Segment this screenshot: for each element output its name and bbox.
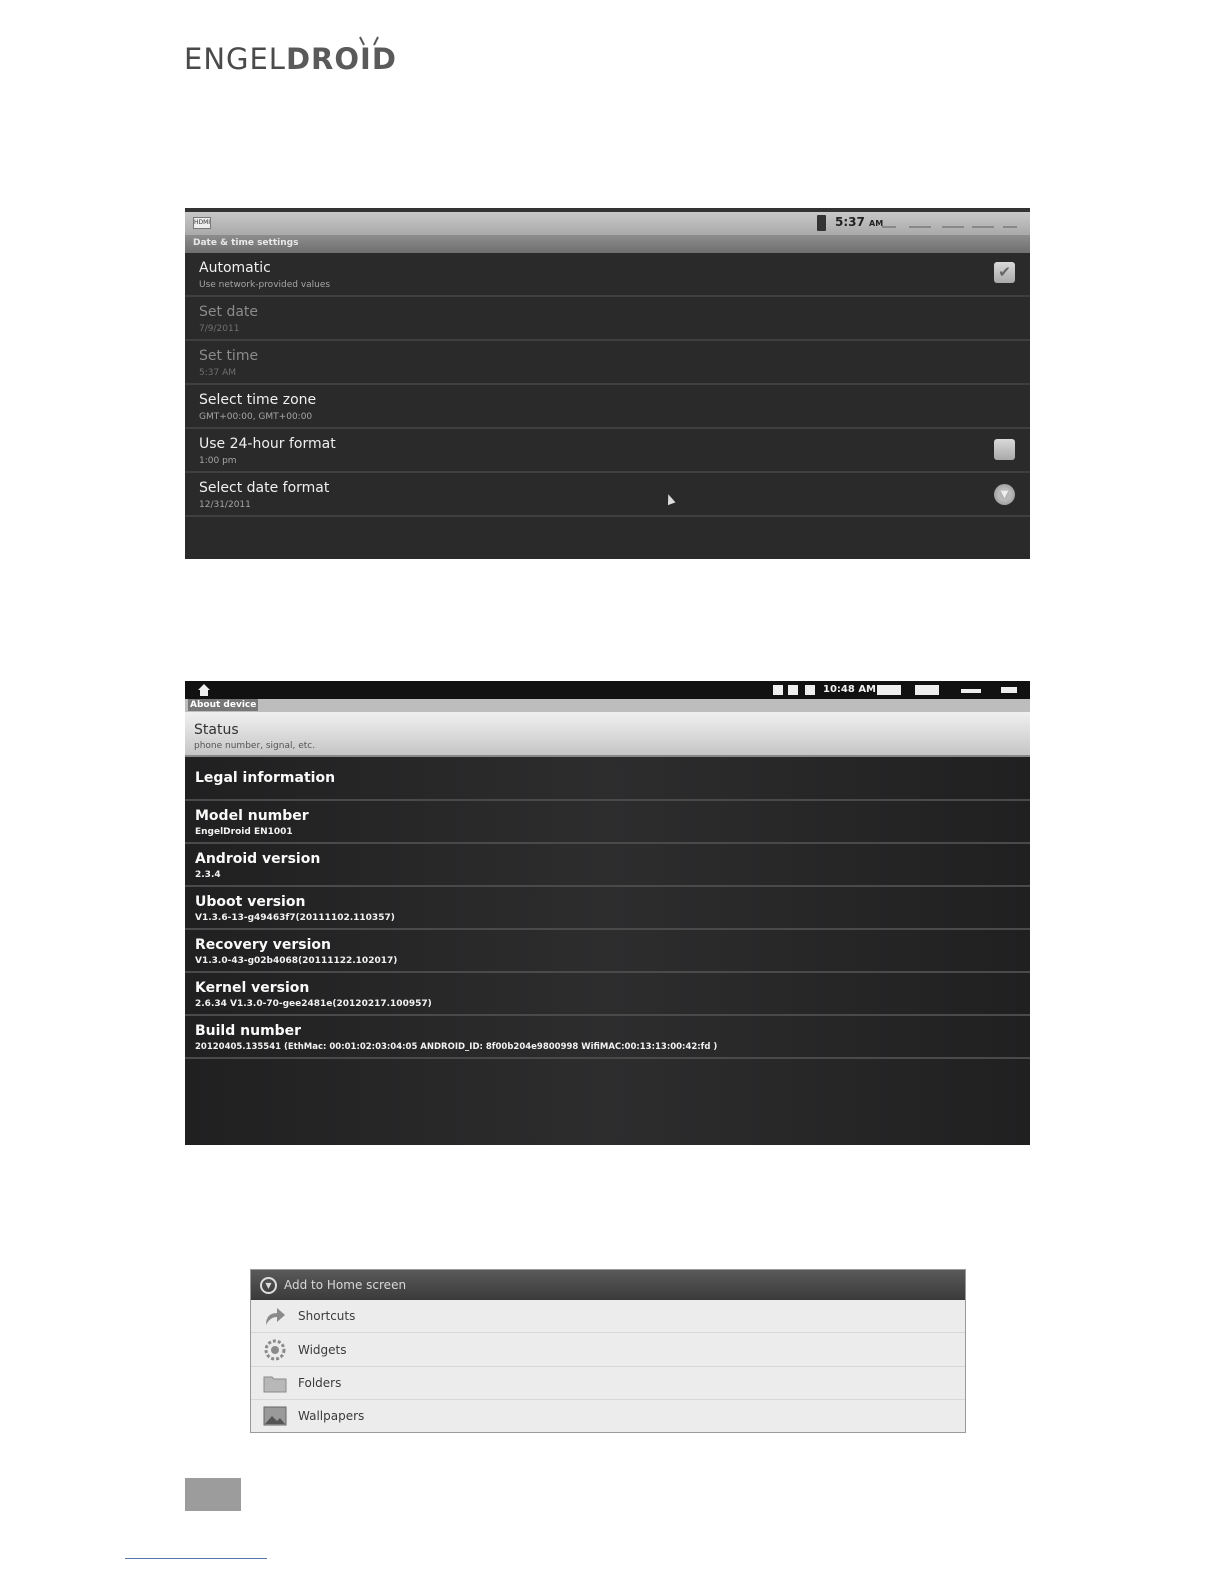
setting-summary: Use network-provided values	[199, 280, 331, 290]
setting-title: Kernel version	[195, 980, 310, 996]
setting-summary: 2.3.4	[195, 870, 221, 880]
setting-summary: V1.3.0-43-g02b4068(20111122.102017)	[195, 956, 398, 966]
menu-item-label: Wallpapers	[298, 1409, 365, 1423]
setting-summary: 20120405.135541 (EthMac: 00:01:02:03:04:05 ANDROID_ID: 8f00b204e9800998 WifiMAC:00:13:13:00:42:fd )	[195, 1042, 718, 1052]
setting-summary: 2.6.34 V1.3.0-70-gee2481e(20120217.100957)	[195, 999, 432, 1009]
logo-text-engel: ENGEL	[184, 42, 286, 76]
screen-title-bar	[185, 235, 1030, 253]
setting-row-recovery-version[interactable]	[185, 930, 1030, 973]
status-clock	[835, 215, 883, 229]
battery-icon	[817, 215, 826, 231]
setting-title: Legal information	[195, 770, 336, 786]
signal-icon	[805, 685, 815, 695]
status-bar	[185, 208, 1030, 235]
menu-icon[interactable]	[1001, 687, 1017, 693]
footer-divider	[125, 1558, 267, 1559]
setting-row-model-number[interactable]	[185, 801, 1030, 844]
setting-summary: 7/9/2011	[199, 324, 240, 334]
setting-row-build-number[interactable]	[185, 1016, 1030, 1059]
dialog-header	[251, 1270, 966, 1300]
menu-item-label: Widgets	[298, 1343, 347, 1357]
back-icon[interactable]	[909, 220, 931, 228]
status-clock-time: 5:37	[835, 215, 865, 229]
home-icon[interactable]	[197, 683, 211, 697]
shortcut-arrow-icon	[263, 1305, 287, 1327]
page-number-box	[185, 1478, 241, 1511]
screen-title-bar	[185, 699, 1030, 712]
status-clock: 10:48 AM	[823, 684, 877, 695]
folder-icon	[263, 1372, 287, 1394]
dropdown-circle-icon: ▼	[260, 1277, 277, 1294]
setting-summary: 12/31/2011	[199, 500, 251, 510]
status-clock-suffix: AM	[869, 219, 884, 228]
logo-text-droid-label: DROID	[285, 42, 397, 76]
widget-gear-icon	[263, 1339, 287, 1361]
volume-up-icon[interactable]	[972, 220, 994, 228]
logo-text-droid	[285, 42, 397, 76]
checkbox-checked-icon[interactable]: ✔	[994, 262, 1015, 283]
setting-title: Recovery version	[195, 937, 331, 953]
about-device-screen	[185, 681, 1030, 1145]
setting-title: Set date	[199, 304, 259, 320]
setting-summary: 1:00 pm	[199, 456, 237, 466]
setting-title: Automatic	[199, 260, 271, 276]
volume-up-icon[interactable]	[915, 685, 939, 695]
setting-title: Status	[194, 722, 239, 738]
setting-row-24-hour[interactable]	[185, 429, 1030, 473]
setting-row-legal-information[interactable]	[185, 758, 1030, 801]
menu-icon[interactable]	[1003, 220, 1017, 228]
setting-row-time-zone[interactable]	[185, 385, 1030, 429]
setting-row-date-format[interactable]	[185, 473, 1030, 517]
setting-summary: 5:37 AM	[199, 368, 236, 378]
engeldroid-logo	[184, 40, 397, 74]
menu-item-label: Folders	[298, 1376, 342, 1390]
hdmi-icon: HDMI	[193, 217, 211, 229]
setting-title: Select time zone	[199, 392, 317, 408]
setting-summary: GMT+00:00, GMT+00:00	[199, 412, 313, 422]
setting-row-android-version[interactable]	[185, 844, 1030, 887]
menu-item-label: Shortcuts	[298, 1309, 356, 1323]
setting-row-set-date[interactable]	[185, 297, 1030, 341]
menu-item-wallpapers[interactable]	[251, 1400, 966, 1433]
setting-summary: EngelDroid EN1001	[195, 827, 293, 837]
setting-title: Uboot version	[195, 894, 306, 910]
status-bar	[185, 681, 1030, 699]
antenna-icon	[356, 36, 382, 46]
setting-row-uboot-version[interactable]	[185, 887, 1030, 930]
setting-title: Android version	[195, 851, 321, 867]
date-time-settings-screen	[185, 208, 1030, 559]
setting-row-automatic[interactable]	[185, 253, 1030, 297]
setting-title: Model number	[195, 808, 309, 824]
volume-down-icon[interactable]	[877, 685, 901, 695]
setting-title: Build number	[195, 1023, 302, 1039]
setting-title: Use 24-hour format	[199, 436, 336, 452]
dialog-title: Add to Home screen	[284, 1278, 407, 1292]
setting-title: Select date format	[199, 480, 330, 496]
menu-item-widgets[interactable]	[251, 1334, 966, 1367]
setting-summary: phone number, signal, etc.	[194, 741, 316, 751]
dropdown-icon[interactable]: ▼	[994, 484, 1015, 505]
menu-item-shortcuts[interactable]	[251, 1300, 966, 1333]
menu-item-folders[interactable]	[251, 1367, 966, 1400]
back-icon[interactable]	[961, 689, 981, 693]
screen-title: About device	[190, 700, 257, 710]
setting-row-set-time[interactable]	[185, 341, 1030, 385]
sd-card-icon	[788, 685, 798, 695]
volume-down-icon[interactable]	[942, 220, 964, 228]
setting-row-status[interactable]	[185, 712, 1030, 757]
setting-title: Set time	[199, 348, 259, 364]
setting-row-kernel-version[interactable]	[185, 973, 1030, 1016]
setting-summary: V1.3.6-13-g49463f7(20111102.110357)	[195, 913, 395, 923]
screen-title: Date & time settings	[193, 238, 299, 248]
checkbox-icon[interactable]	[994, 439, 1015, 460]
add-to-home-screen-dialog	[250, 1269, 966, 1433]
wallpaper-image-icon	[263, 1405, 287, 1427]
signal-icon	[882, 220, 896, 228]
mute-icon	[773, 685, 783, 695]
